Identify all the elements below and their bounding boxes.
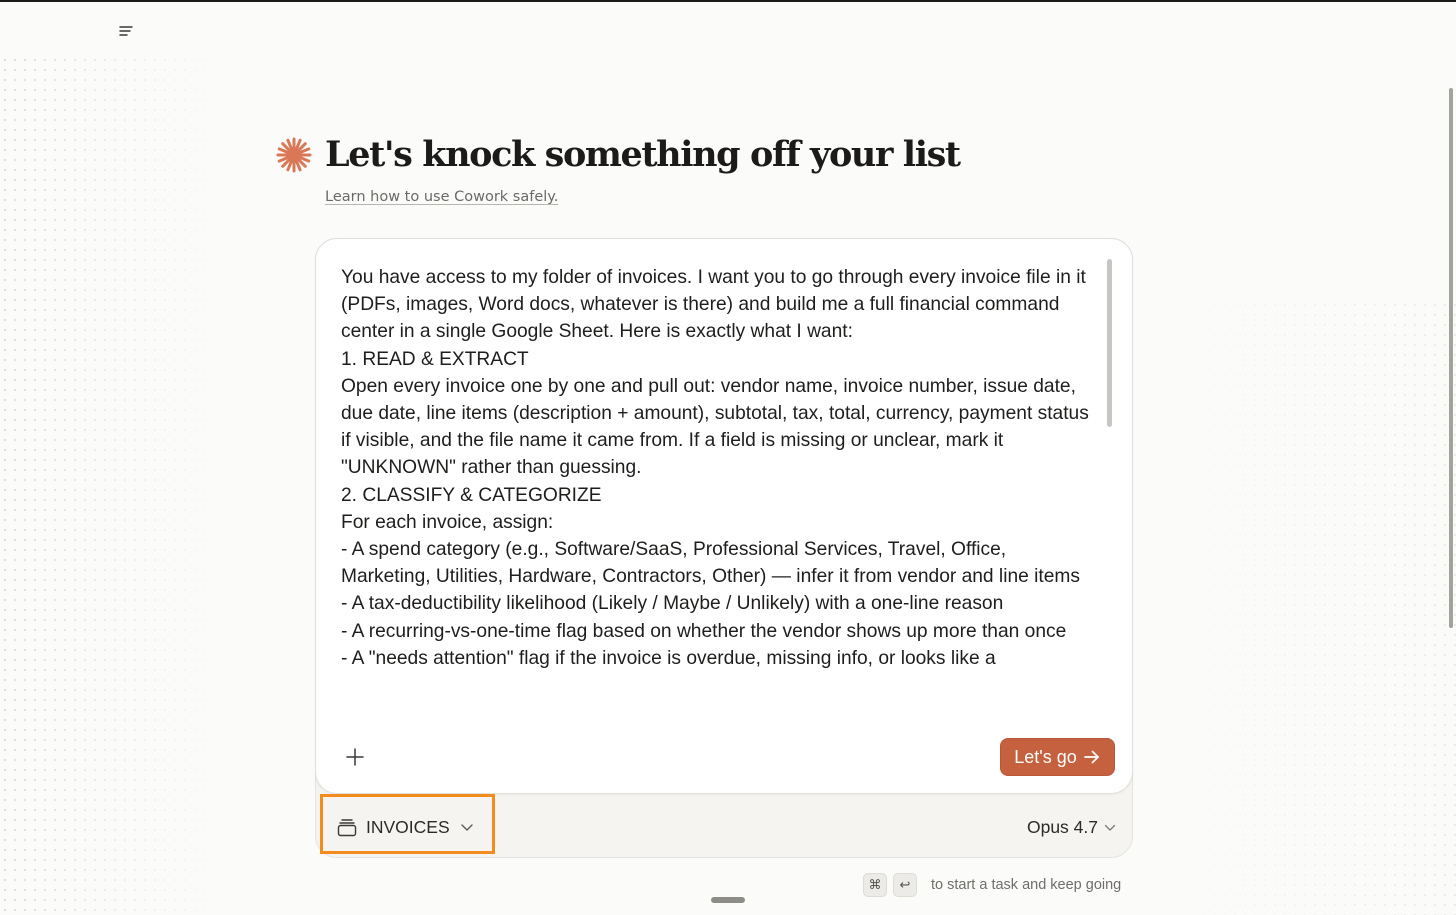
page-scrollbar[interactable] — [1449, 88, 1453, 628]
learn-cowork-link[interactable]: Learn how to use Cowork safely. — [325, 189, 559, 205]
dot-pattern-left — [0, 55, 230, 915]
cmd-key-icon: ⌘ — [863, 873, 887, 897]
hint-text: to start a task and keep going — [931, 877, 1122, 893]
arrow-right-icon — [1083, 749, 1101, 765]
drag-handle[interactable] — [711, 897, 745, 903]
add-attachment-button[interactable] — [340, 742, 370, 772]
model-selector-button[interactable] — [1016, 812, 1116, 842]
plus-icon — [345, 747, 365, 767]
folder-label: INVOICES — [366, 816, 450, 837]
chevron-down-icon — [1104, 823, 1116, 832]
enter-key-icon: ↩ — [893, 873, 917, 897]
keyboard-hint — [863, 873, 1121, 897]
lets-go-label: Let's go — [1014, 746, 1077, 767]
sidebar-toggle-button[interactable] — [112, 20, 140, 42]
model-label: Opus 4.7 — [1026, 816, 1098, 837]
prompt-scrollbar[interactable] — [1107, 259, 1112, 427]
folder-selector-button[interactable] — [336, 810, 486, 844]
page-title: Let's knock something off your list — [325, 134, 960, 175]
folder-stack-icon — [336, 817, 358, 837]
dot-pattern-right — [1180, 300, 1456, 915]
prompt-input[interactable]: You have access to my folder of invoices. I want you to go through every invoice file in it (PDFs, images, Word docs, whatever is there) and build me a full financial command center in a single Google Sheet. Here is exactly what I want: 1. READ & EXTRACT Open every invoice one by one and pull out: vendor name, invoice number, issue date, due date, line items (description + amount), subtotal, tax, total, currency, payment status if visible, and the file name it came from. If a field is missing or unclear, mark it "UNKNOWN" rather than guessing. 2. CLASSIFY & CATEGORIZE For each invoice, assign: - A spend category (e.g., Software/SaaS, Professional Services, Travel, Office, Marketing, Utilities, Hardware, Contractors, Other) — infer it from vendor and line items - A tax-deductibility likelihood (Likely / Maybe / Unlikely) with a one-line reason - A recurring-vs-one-time flag based on whether the vendor shows up more than once - A "needs attention" flag if the invoice is overdue, missing info, or looks like a — [341, 267, 1089, 669]
asterisk-burst-icon — [275, 136, 313, 174]
menu-lines-icon — [118, 24, 134, 38]
chevron-down-icon — [460, 822, 474, 832]
lets-go-button[interactable] — [1000, 738, 1115, 776]
window-top-border — [0, 0, 1456, 2]
